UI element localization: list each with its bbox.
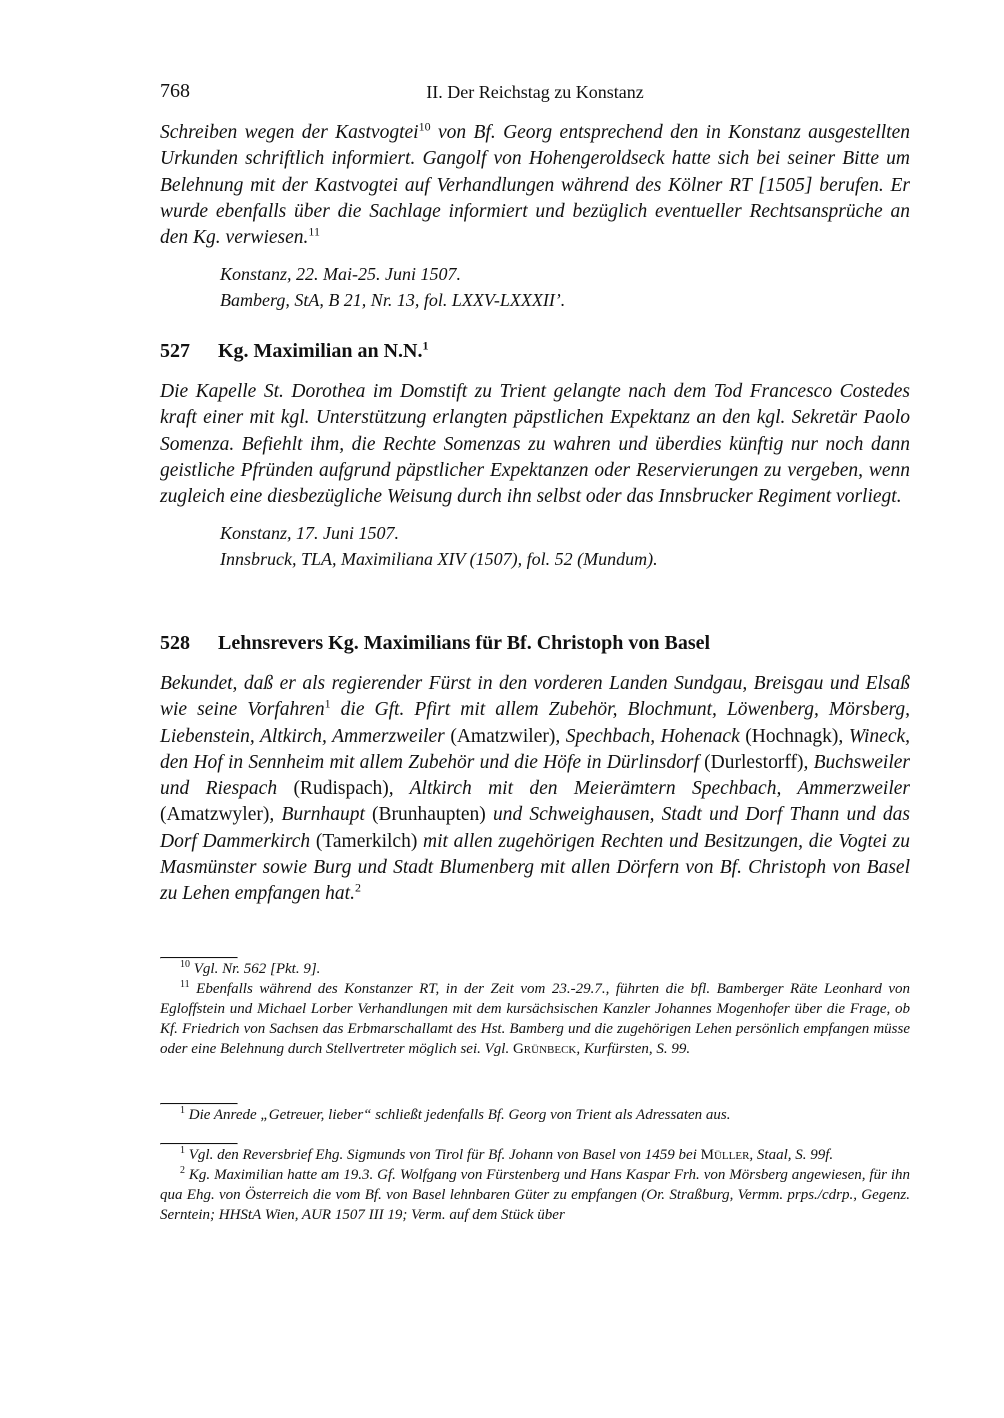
text-segment: , Kurfürsten, S. 99.	[576, 1041, 691, 1057]
footnote-ref: 10	[180, 959, 190, 970]
text-segment: Vgl. den Reversbrief Ehg. Sigmunds von Tirol für Bf. Johann von Basel von 1459 bei	[185, 1147, 701, 1163]
footnote	[160, 1145, 910, 1165]
text-segment: (Hochnagk)	[745, 725, 839, 747]
footnotes-group-1	[160, 957, 910, 1059]
footnote	[160, 1165, 910, 1225]
text-segment: , Wineck, den Hof in Sennheim mit allem Zubehör und die Höfe in Dürlinsdorf	[160, 725, 910, 773]
text-segment: Ebenfalls während des Konstanzer RT, in der Zeit vom 23.-29.7., führten die bfl. Bamberger Räte Leonhard von Egloffstein und Michael Lorber Verhandlungen mit dem kursächsischen Kanzler Johannes Mogenhofer über die Frage, ob Kf. Friedrich von Sachsen das Erbmarschallamt des Hst. Bamberg und die zugehörigen Lehen persönlich empfangen müsse oder eine Belehnung durch Stellvertreter möglich sei. Vgl.	[160, 981, 910, 1057]
citation-date: Konstanz, 22. Mai-25. Juni 1507.	[220, 264, 461, 285]
text-segment: von Bf. Georg entsprechend den in Konstanz ausgestellten Urkunden schriftlich informiert. Gangolf von Hohengeroldseck hatte sich bei seiner Bitte um Belehnung mit der Kastvogtei auf Verhandlungen während des Kölner RT [1505] berufen. Er wurde ebenfalls über die Sachlage informiert und bezüglich eventueller Rechtsansprüche an den Kg. verwiesen.	[160, 122, 910, 249]
text-segment: Die Kapelle St. Dorothea im Domstift zu Trient gelangte nach dem Tod Francesco Costedes kraft einer mit kgl. Unterstützung erlangten päpstlichen Expektanz an den kgl. Sekretär Paolo Somenza. Befiehlt ihm, die Rechte Somenzas zu wahren und überdies künftig nur noch dann geistliche Pfründen aufgrund päpstlicher Expektanzen oder Reservierungen zu vergeben, wenn zugleich eine diesbezügliche Weisung durch ihn selbst oder das Innsbrucker Regiment vorliegt.	[160, 381, 910, 508]
entry-citation	[220, 520, 910, 572]
footnote-ref: 2	[180, 1165, 185, 1176]
text-segment: Schreiben wegen der Kastvogtei	[160, 122, 419, 143]
text-segment: , Staal, S. 99f.	[749, 1147, 834, 1163]
page-header	[160, 80, 910, 108]
text-segment: und Schweighausen, Stadt und Dorf Thann und das Dorf Dammerkirch	[160, 804, 910, 852]
entry-title: Kg. Maximilian an N.N.	[218, 340, 423, 362]
text-segment: Vgl. Nr. 562 [Pkt. 9].	[190, 961, 321, 977]
footnote	[160, 1105, 910, 1125]
footnote	[160, 959, 910, 979]
text-segment: (Amatzwiler)	[450, 725, 556, 747]
author-name: Müller	[700, 1147, 750, 1163]
text-segment: die Gft. Pfirt mit allem Zubehör, Blochmunt, Löwenberg, Mörsberg, Liebenstein, Altkirch, Ammerzweiler	[160, 699, 910, 747]
text-segment: (Tamerkilch)	[315, 830, 418, 852]
intro-paragraph	[160, 120, 910, 251]
footnote-ref: 2	[354, 880, 361, 895]
footnotes-group-2	[160, 1103, 910, 1125]
text-segment: (Amatzwyler)	[160, 804, 270, 826]
entry-heading	[160, 632, 910, 655]
citation-source: Bamberg, StA, B 21, Nr. 13, fol. LXXV-LXXXII’.	[220, 290, 566, 311]
footnote-ref: 1	[324, 696, 331, 711]
footnote-ref: 11	[180, 979, 190, 990]
text-segment: mit allen zugehörigen Rechten und Besitzungen, die Vogtei zu Masmünster sowie Burg und Stadt Blumenberg mit allen Dörfern von Bf. Christoph von Basel zu Lehen empfangen hat.	[160, 830, 910, 905]
text-segment: , Altkirch mit den Meierämtern Spechbach, Ammerzweiler	[388, 778, 910, 800]
page-number: 768	[160, 80, 190, 102]
text-segment: (Durlestorff)	[704, 751, 804, 773]
text-segment: Kg. Maximilian hatte am 19.3. Gf. Wolfgang von Fürstenberg und Hans Kaspar Frh. von Mörsberg angewiesen, für ihn qua Ehg. von Österreich die vom Bf. von Basel lehnbaren Güter zu empfangen (Or. Straßburg, Vermm. prps./cdrp., Gegenz. Serntein; HHStA Wien, AUR 1507 III 19; Verm. auf dem Stück über	[160, 1167, 910, 1223]
author-name: Grünbeck	[512, 1041, 577, 1057]
entry-number: 527	[160, 340, 190, 362]
footnote-ref: 1	[180, 1105, 185, 1116]
intro-citation	[220, 261, 910, 313]
text-segment: , Buchsweiler und Riespach	[160, 751, 910, 800]
text-segment: , Burnhaupt	[269, 804, 373, 826]
footnote	[160, 979, 910, 1059]
entry-heading	[160, 340, 910, 363]
citation-source: Innsbruck, TLA, Maximiliana XIV (1507), fol. 52 (Mundum).	[220, 549, 658, 570]
footnote-ref: 1	[180, 1145, 185, 1156]
footnote-ref: 1	[422, 338, 429, 353]
intro-section	[160, 120, 910, 313]
text-segment: (Rudispach)	[293, 778, 389, 800]
text-segment: (Brunhaupten)	[372, 804, 486, 826]
text-segment: Bekundet, daß er als regierender Fürst in den vorderen Landen Sundgau, Breisgau und Elsaß wie seine Vorfahren	[160, 673, 910, 721]
footnote-ref: 11	[308, 224, 320, 239]
citation-date: Konstanz, 17. Juni 1507.	[220, 523, 400, 544]
footnote-ref: 10	[418, 119, 431, 134]
text-segment: Die Anrede „Getreuer, lieber“ schließt jedenfalls Bf. Georg von Trient als Adressaten aus.	[185, 1107, 731, 1123]
footnotes-group-3	[160, 1143, 910, 1225]
entry-528	[160, 632, 910, 908]
text-segment: , Spechbach, Hohenack	[555, 725, 746, 747]
entry-number: 528	[160, 632, 190, 654]
entry-regest	[160, 671, 910, 908]
entry-regest	[160, 379, 910, 510]
running-title: II. Der Reichstag zu Konstanz	[426, 82, 644, 102]
entry-title: Lehnsrevers Kg. Maximilians für Bf. Christoph von Basel	[218, 632, 711, 654]
entry-527	[160, 340, 910, 572]
